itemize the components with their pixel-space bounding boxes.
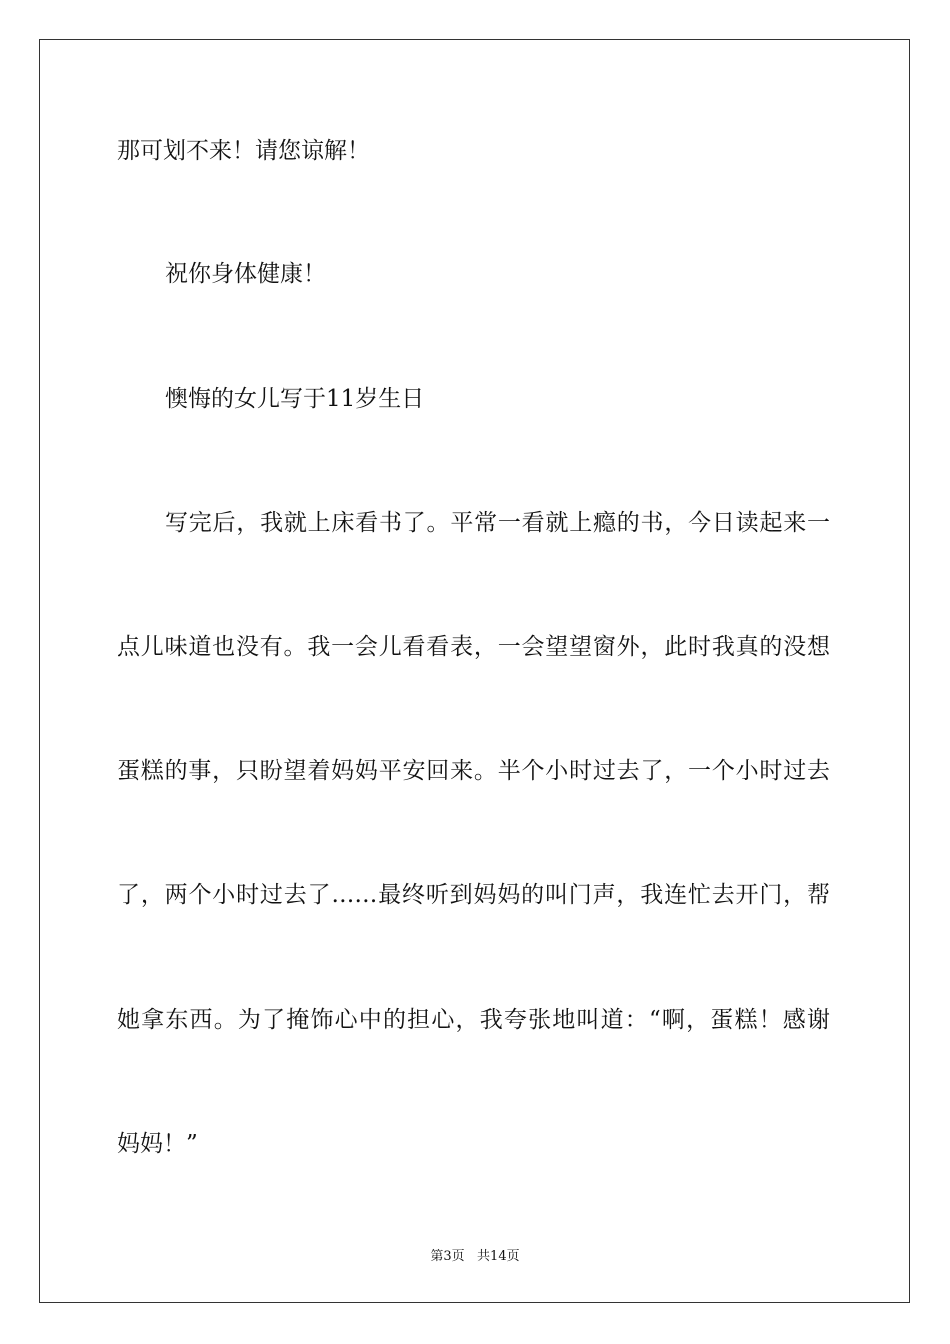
text-line-3: 懊悔的女儿写于11岁生日 <box>165 386 425 412</box>
text-line-7: 了，两个小时过去了……最终听到妈妈的叫门声，我连忙去开门，帮 <box>117 882 830 908</box>
text-line-4: 写完后，我就上床看书了。平常一看就上瘾的书，今日读起来一 <box>165 510 830 536</box>
page-border <box>39 39 910 1303</box>
text-line-1: 那可划不来！请您谅解！ <box>117 138 370 164</box>
text-line-9: 妈妈！” <box>117 1131 198 1157</box>
page-number-footer: 第3页 共14页 <box>430 1249 520 1264</box>
text-line-6: 蛋糕的事，只盼望着妈妈平安回来。半个小时过去了，一个小时过去 <box>117 758 830 784</box>
text-line-8: 她拿东西。为了掩饰心中的担心，我夸张地叫道：“啊，蛋糕！感谢 <box>117 1007 830 1033</box>
text-line-2: 祝你身体健康！ <box>165 261 326 287</box>
text-line-5: 点儿味道也没有。我一会儿看看表，一会望望窗外，此时我真的没想 <box>117 634 830 660</box>
